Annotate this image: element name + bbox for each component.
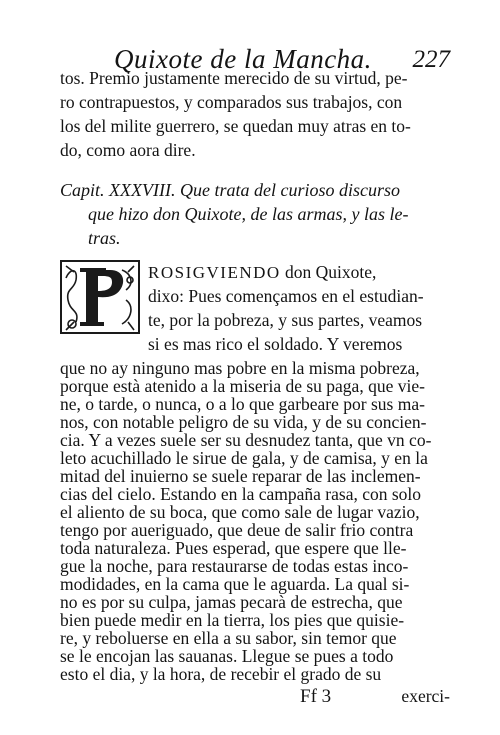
- chapter-heading-line: Capit. XXXVIII. Que trata del curioso discurso: [60, 180, 400, 200]
- signature-mark: Ff 3: [300, 686, 332, 707]
- text-line: modidades, en la cama que le aguarda. La qual si-: [60, 574, 410, 594]
- text-line: si es mas rico el soldado. Y veremos: [148, 334, 403, 354]
- text-line: los del milite guerrero, se quedan muy atras en to-: [60, 116, 411, 136]
- text-line: esto el dia, y la hora, de recebir el grado de su: [60, 664, 382, 684]
- text-line: dixo: Pues començamos en el estudian-: [148, 286, 424, 306]
- text-line: ro contrapuestos, y comparados sus trabajos, con: [60, 92, 403, 112]
- catchword: exerci-: [401, 686, 450, 706]
- text-line: porque està atenido a la miseria de su paga, que vie-: [60, 376, 425, 396]
- running-title: Quixote de la Mancha.: [114, 44, 372, 74]
- text-line: el aliento de su boca, que como sale de lugar vazio,: [60, 502, 420, 522]
- decorated-initial-p: [60, 260, 140, 334]
- text-line: gue la noche, para restaurarse de todas estas inco-: [60, 556, 409, 576]
- text-line: ne, o tarde, o nunca, o a lo que garbeare por sus ma-: [60, 394, 425, 414]
- text-line: cias del cielo. Estando en la campaña rasa, con solo: [60, 484, 422, 504]
- text-line: se le encojan las sauanas. Llegue se pues a todo: [60, 646, 394, 666]
- text-line: bien puede medir en la tierra, los pies que quisie-: [60, 610, 405, 630]
- text-line: do, como aora dire.: [60, 140, 196, 160]
- chapter-heading-line: que hizo don Quixote, de las armas, y las le-: [88, 204, 409, 224]
- text-line: toda naturaleza. Pues esperad, que espere que lle-: [60, 538, 407, 558]
- text-line: tos. Premio justamente merecido de su virtud, pe-: [60, 68, 408, 88]
- text-line: te, por la pobreza, y sus partes, veamos: [148, 310, 423, 330]
- text-line: no es por su culpa, jamas pecarà de estrecha, que: [60, 592, 403, 612]
- text-line: cia. Y a vezes suele ser su desnudez tanta, que vn co-: [60, 430, 432, 450]
- first-line: [148, 260, 450, 285]
- first-line-text: don Quixote,: [280, 262, 377, 282]
- text-line: re, y reboluerse en ella a su sabor, sin temor que: [60, 628, 397, 648]
- chapter-heading-line: tras.: [88, 228, 121, 248]
- text-line: mitad del inuierno se suele reparar de las inclemen-: [60, 466, 421, 486]
- page-number: 227: [412, 46, 450, 73]
- first-word-smallcaps: ROSIGVIENDO: [148, 263, 281, 282]
- text-line: nos, con notable peligro de su vida, y de su concien-: [60, 412, 427, 432]
- text-line: tengo por aueriguado, que deue de salir frio contra: [60, 520, 414, 540]
- text-line: leto acuchillado le sirue de gala, y de camisa, y en la: [60, 448, 428, 468]
- text-line: que no ay ninguno mas pobre en la misma pobreza,: [60, 358, 420, 378]
